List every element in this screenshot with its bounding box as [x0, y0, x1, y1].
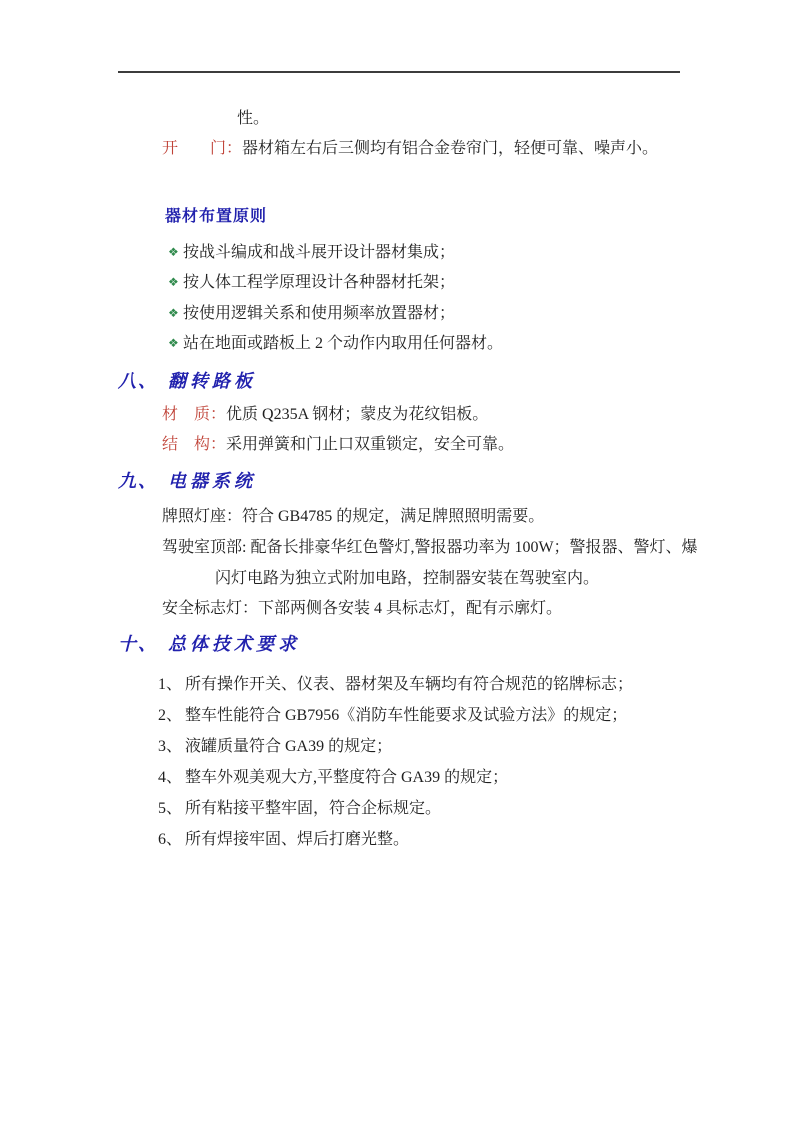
item-number: 2、 [158, 707, 183, 724]
section-number: 八、 [118, 371, 158, 391]
requirement-item [158, 799, 441, 818]
principle-item-text: 按战斗编成和战斗展开设计器材集成； [183, 244, 456, 261]
requirement-item [158, 830, 409, 849]
item-number: 3、 [158, 738, 183, 755]
section-title: 总体技术要求 [168, 634, 300, 654]
principle-item-text: 站在地面或踏板上 2 个动作内取用任何器材。 [183, 335, 504, 352]
item-text: 液罐质量符合 GA39 的规定； [185, 738, 393, 755]
section-title: 电器系统 [168, 471, 256, 491]
item-number: 6、 [158, 831, 183, 848]
open-door-label: 开 门： [162, 140, 243, 157]
material-label: 材 质： [162, 406, 227, 423]
principle-item-text: 按使用逻辑关系和使用频率放置器材； [183, 305, 456, 322]
open-door-text: 器材箱左右后三侧均有铝合金卷帘门，轻便可靠、噪声小。 [242, 140, 659, 157]
electrical-line-marker-lamp: 安全标志灯：下部两侧各安装 4 具标志灯，配有示廓灯。 [162, 600, 563, 617]
material-spec-row [162, 405, 488, 424]
material-text: 优质 Q235A 钢材；蒙皮为花纹铝板。 [226, 406, 489, 423]
diamond-bullet-icon: ❖ [168, 336, 179, 350]
electrical-line-plate-lamp: 牌照灯座：符合 GB4785 的规定，满足牌照照明需要。 [162, 508, 545, 525]
principle-item [168, 304, 455, 323]
requirement-item [158, 737, 392, 756]
principle-item [168, 334, 503, 353]
header-rule [118, 71, 680, 73]
item-text: 所有焊接牢固、焊后打磨光整。 [185, 831, 410, 848]
requirement-item [158, 706, 627, 725]
diamond-bullet-icon: ❖ [168, 245, 179, 259]
structure-text: 采用弹簧和门止口双重锁定，安全可靠。 [226, 436, 515, 453]
requirement-item [158, 768, 508, 787]
item-text: 所有粘接平整牢固，符合企标规定。 [185, 800, 442, 817]
paragraph-continuation: 性。 [237, 110, 270, 127]
open-door-row [162, 139, 658, 158]
section-10-heading [118, 634, 300, 655]
item-text: 整车性能符合 GB7956《消防车性能要求及试验方法》的规定； [185, 707, 628, 724]
diamond-bullet-icon: ❖ [168, 306, 179, 320]
structure-label: 结 构： [162, 436, 227, 453]
section-9-heading [118, 471, 256, 492]
diamond-bullet-icon: ❖ [168, 275, 179, 289]
section-number: 九、 [118, 471, 158, 491]
item-number: 5、 [158, 800, 183, 817]
equipment-layout-title: 器材布置原则 [165, 208, 268, 225]
requirement-item [158, 675, 633, 694]
item-number: 1、 [158, 676, 183, 693]
item-text: 所有操作开关、仪表、器材架及车辆均有符合规范的铭牌标志； [185, 676, 634, 693]
item-text: 整车外观美观大方,平整度符合 GA39 的规定； [185, 769, 509, 786]
section-8-heading [118, 371, 256, 392]
section-title: 翻转路板 [168, 371, 256, 391]
item-number: 4、 [158, 769, 183, 786]
section-number: 十、 [118, 634, 158, 654]
electrical-line-flash-circuit: 闪灯电路为独立式附加电路，控制器安装在驾驶室内。 [215, 570, 600, 587]
principle-item [168, 243, 455, 262]
principle-item [168, 273, 455, 292]
electrical-line-cab-roof: 驾驶室顶部: 配备长排豪华红色警灯,警报器功率为 100W；警报器、警灯、爆 [162, 539, 698, 556]
principle-item-text: 按人体工程学原理设计各种器材托架； [183, 274, 456, 291]
structure-spec-row [162, 435, 514, 454]
